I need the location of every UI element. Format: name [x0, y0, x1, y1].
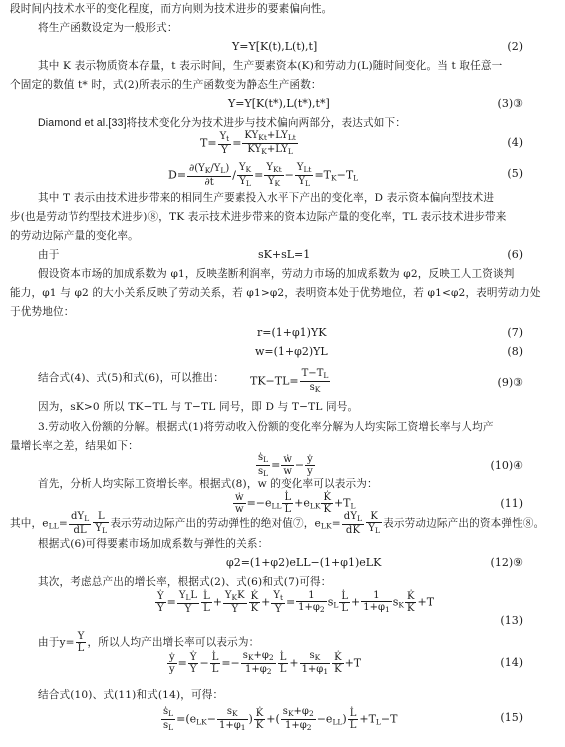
equation-11: $\frac{\text{ẇ}}{w}$ $=-e_{LL}$ $\frac{L̇}{L}$ $+e_{LK}$ $\frac{K̇}{K}$ $+T_L$ [235, 492, 356, 515]
paragraph-line: 个固定的数值 t* 时，式(2)所表示的生产函数变为静态生产函数： [10, 79, 322, 91]
equation-2: Y=Y[K(t),L(t),t] [232, 40, 318, 53]
fraction: $\frac{\text{ẇ}}{w}$ [283, 454, 292, 477]
fraction: $\frac{Y_{Kt}}{Y_K}$ [266, 162, 282, 188]
fraction: $\frac{Y_t}{Y}$ [219, 131, 230, 156]
fraction: $\frac{Y_t}{Y}$ [273, 590, 283, 615]
fraction: $\frac{s_K}{1+\varphi_1}$ [301, 650, 329, 676]
text-run: 表示劳动边际产出的资本弹性⑧。 [383, 517, 545, 530]
text-run: 表示劳动边际产出的劳动弹性的绝对值⑦， [110, 517, 315, 530]
paragraph-line: 结合式(4)、式(5)和式(6)，可以推出： [38, 372, 225, 384]
fraction: $\frac{\partial(Y_K/Y_L)}{\partial t}$ [189, 163, 230, 188]
fraction: $\frac{1}{1+\varphi_2}$ [298, 590, 325, 614]
equation-lhs: D= [168, 168, 187, 182]
fraction: $\frac{K}{Y_L}$ [368, 511, 381, 535]
paragraph-line: 量增长率之差，结果如下： [10, 440, 139, 452]
equation-9 [250, 368, 331, 395]
fraction: $\frac{\text{Ẏ}}{Y}$ [157, 591, 164, 614]
text-run: ，所以人均产出增长率可以表示为： [87, 636, 260, 649]
equation-number: (3)③ [497, 97, 523, 110]
equation-number: (15) [500, 711, 523, 724]
fraction: $\frac{ṡ_L}{s_L}$ [258, 452, 269, 478]
fraction: $\frac{L̇}{L}$ [203, 591, 210, 614]
equation-6: sK+sL=1 [258, 248, 311, 261]
paragraph-line: 根据式(6)可得要素市场加成系数与弹性的关系： [38, 538, 269, 550]
paragraph-line: 首先，分析人均实际工资增长率。根据式(8)，w 的变化率可以表示为： [38, 478, 378, 490]
fraction: $\frac{L̇}{L}$ [211, 652, 219, 675]
fraction: $\frac{Y_{Lt}}{Y_L}$ [296, 162, 312, 188]
fraction: $\frac{K̇}{K}$ [255, 708, 264, 731]
fraction: $\frac{1}{1+\varphi_1}$ [363, 590, 390, 614]
paragraph-line: 其中，$e_{LL}=$ $\frac{dY_L}{dL}$ $\frac{L}{Y_L}$ 表示劳动边际产出的劳动弹性的绝对值⑦，$e_{LK}=$ $\frac{dY_L}{dK}$ $\frac{K}{Y_L}$ 表示劳动边际产出的资本弹性⑧。 [10, 511, 545, 536]
equation-13: $\frac{\text{Ẏ}}{Y}$ = $\frac{Y_LL}{Y}$ $\frac{L̇}{L}$ + $\frac{Y_KK}{Y}$ $\frac{K̇}{K}$ + $\frac{Y_t}{Y}$ = $\frac{1}{1+\varphi_2}$ $s_L$ $\frac{L̇}{L}$ + $\frac{1}{1+\varphi_1}$ $s_K$ $\frac{K̇}{K}$ +T [157, 590, 435, 615]
equation-14: $\frac{\text{ẏ}}{y}$ = $\frac{\text{Ẏ}}{Y}$ − $\frac{L̇}{L}$ =− $\frac{s_K+\varphi_2}{1+\varphi_2}$ $\frac{L̇}{L}$ + $\frac{s_K}{1+\varphi_1}$ $\frac{K̇}{K}$ +T [169, 650, 362, 676]
equation-number: (8) [507, 345, 523, 358]
equation-lhs: TK−TL= [250, 374, 299, 388]
fraction: $\frac{KY_{Kt}+LY_{Lt}}{KY_K+LY_L}$ [244, 130, 296, 156]
equation-number: (5) [507, 167, 523, 180]
paragraph-line: 因为，sK>0 所以 TK−TL 与 T−TL 同号，即 D 与 T−TL 同号。 [38, 401, 359, 413]
fraction: $\frac{Y_KK}{Y}$ [224, 590, 245, 615]
equation-number: (4) [507, 136, 523, 149]
fraction: $\frac{L̇}{L}$ [349, 708, 357, 731]
text-run: 由于 [38, 636, 60, 649]
paragraph-line: 其次，考虑总产出的增长率，根据式(2)、式(6)和式(7)可得： [38, 576, 332, 588]
equation-7: r=(1+φ1)YK [257, 326, 327, 339]
equation-number: (6) [507, 248, 523, 261]
equation-number: (2) [507, 40, 523, 53]
fraction: $\frac{K̇}{K}$ [407, 591, 415, 614]
equation-8: w=(1+φ2)YL [255, 345, 328, 358]
paragraph-line: 于优势地位： [10, 306, 75, 318]
fraction: $\frac{L̇}{L}$ [279, 652, 287, 675]
equation-15: $\frac{ṡ_L}{s_L}$ $=(e_{LK}-$ $\frac{s_K}{1+\varphi_1}$ ) $\frac{K̇}{K}$ +( $\frac{s_K+\varphi_2}{1+\varphi_2}$ $-e_{LL}$) $\frac{L̇}{L}$ $+T_L-T$ [163, 706, 398, 732]
equation-number: (12)⑨ [490, 556, 523, 569]
fraction: $\frac{dY_L}{dK}$ [343, 511, 363, 536]
equation-number: (14) [500, 656, 523, 669]
equation-3: Y=Y[K(t*),L(t*),t*] [228, 97, 330, 110]
paragraph-line: 假设资本市场的加成系数为 φ1，反映垄断利润率，劳动力市场的加成系数为 φ2，反映工人工资谈判 [38, 268, 515, 280]
equation-number: (9)③ [497, 376, 523, 389]
paragraph-line: 其中 K 表示物质资本存量，t 表示时间，生产要素资本(K)和劳动力(L)随时间变化。当 t 取任意一 [38, 60, 503, 72]
paragraph-line: 能力，φ1 与 φ2 的大小关系反映了劳动关系，若 φ1>φ2，表明资本处于优势地位，若 φ1<φ2，表明劳动力处 [10, 287, 541, 299]
paragraph-line: 步(也是劳动节约型技术进步)⑧，TK 表示技术进步带来的资本边际产量的变化率，TL 表示技术进步带来 [10, 211, 507, 223]
fraction: $\frac{s_K+\varphi_2}{1+\varphi_2}$ [242, 650, 274, 676]
fraction: $\frac{\text{Ẏ}}{Y}$ [189, 652, 197, 675]
paragraph-line: 将生产函数设定为一般形式： [38, 22, 178, 34]
fraction: $\frac{dY_L}{dL}$ [70, 511, 90, 536]
equation-4: T= $\frac{Y_t}{Y}$ = $\frac{KY_{Kt}+LY_{Lt}}{KY_K+LY_L}$ [200, 130, 296, 156]
fraction: $\frac{T-T_L}{s_K}$ [301, 368, 329, 394]
paragraph-line: Diamond et al.[33]将技术变化分为技术进步与技术偏向两部分，表达式如下： [38, 117, 407, 129]
paragraph-line: 段时间内技术水平的变化程度，而方向则为技术进步的要素偏向性。 [10, 3, 333, 15]
fraction: $\frac{\text{ẇ}}{w}$ [235, 492, 244, 515]
equation-number: (7) [507, 326, 523, 339]
equation-number: (13) [500, 614, 523, 627]
equation-number: (10)④ [490, 459, 523, 472]
fraction: $\frac{s_K}{1+\varphi_1}$ [218, 706, 246, 732]
equation-12: φ2=(1+φ2)eLL−(1+φ1)eLK [226, 556, 382, 569]
paragraph-line: 结合式(10)、式(11)和式(14)，可得： [38, 689, 224, 701]
fraction: $\frac{K̇}{K}$ [250, 591, 259, 614]
fraction: $\frac{L̇}{L}$ [284, 492, 292, 515]
equation-10: $\frac{ṡ_L}{s_L}$ = $\frac{\text{ẇ}}{w}$ − $\frac{\text{ẏ}}{y}$ [258, 452, 313, 478]
fraction: $\frac{L̇}{L}$ [341, 591, 348, 614]
fraction: $\frac{K̇}{K}$ [323, 492, 331, 515]
paragraph-line: 的劳动边际产量的变化率。 [10, 230, 139, 242]
fraction: $\frac{\text{ẏ}}{y}$ [169, 652, 175, 675]
equation-lhs: T= [200, 136, 217, 150]
fraction: $\frac{\text{ẏ}}{y}$ [307, 454, 313, 477]
paragraph-line: 3.劳动收入份额的分解。根据式(1)将劳动收入份额的变化率分解为人均实际工资增长率与人均产 [38, 421, 494, 433]
fraction: $\frac{Y}{L}$ [77, 631, 85, 654]
text-run: 其中， [10, 517, 43, 530]
paragraph-line: 其中 T 表示由技术进步带来的相同生产要素投入水平下产出的变化率，D 表示资本偏向型技术进 [38, 192, 495, 204]
equation-number: (11) [500, 497, 523, 510]
paragraph-line: 由于 [38, 249, 60, 261]
fraction: $\frac{Y_LL}{Y}$ [178, 590, 198, 615]
paragraph-line: 由于y= $\frac{Y}{L}$ ，所以人均产出增长率可以表示为： [38, 631, 260, 654]
equation-5: D= $\frac{\partial(Y_K/Y_L)}{\partial t}$ / $\frac{Y_K}{Y_L}$ = $\frac{Y_{Kt}}{Y_K}$ − $\frac{Y_{Lt}}{Y_L}$ $=T_K-T_L$ [168, 162, 359, 188]
fraction: $\frac{Y_K}{Y_L}$ [238, 162, 252, 188]
fraction: $\frac{K̇}{K}$ [334, 652, 342, 675]
fraction: $\frac{ṡ_L}{s_L}$ [163, 706, 174, 732]
fraction: $\frac{L}{Y_L}$ [95, 511, 108, 535]
fraction: $\frac{s_K+\varphi_2}{1+\varphi_2}$ [282, 706, 314, 732]
